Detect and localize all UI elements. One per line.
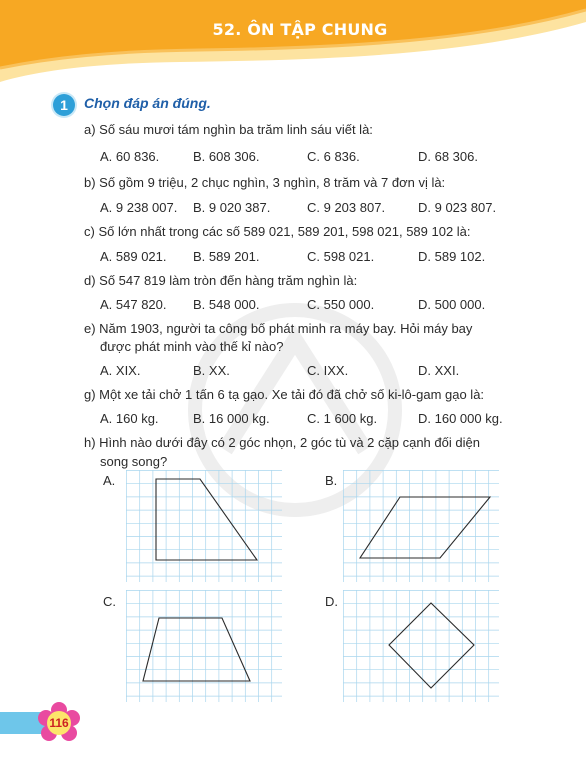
question-e: e) Năm 1903, người ta công bố phát minh ra máy bay. Hỏi máy bay (84, 321, 473, 336)
option-e-A[interactable]: A. XIX. (100, 363, 141, 378)
exercise-number-badge: 1 (53, 94, 75, 116)
figure-b-grid (343, 470, 499, 582)
header-banner (0, 0, 586, 110)
option-b-B[interactable]: B. 9 020 387. (193, 200, 271, 215)
option-c-D[interactable]: D. 589 102. (418, 249, 486, 264)
figure-label-c[interactable]: C. (103, 594, 116, 609)
option-e-B[interactable]: B. XX. (193, 363, 230, 378)
figure-c-grid (126, 590, 282, 702)
exercise-title: Chọn đáp án đúng. (84, 95, 211, 111)
page-number: 116 (49, 716, 69, 730)
figure-a-shape (156, 479, 257, 560)
question-h: h) Hình nào dưới đây có 2 góc nhọn, 2 góc tù và 2 cặp cạnh đối diện (84, 435, 480, 450)
figure-d-grid (343, 590, 499, 702)
figure-b-shape (360, 497, 490, 558)
option-e-D[interactable]: D. XXI. (418, 363, 460, 378)
question-g: g) Một xe tải chở 1 tấn 6 tạ gạo. Xe tải đó đã chở số ki-lô-gam gạo là: (84, 387, 485, 402)
option-g-A[interactable]: A. 160 kg. (100, 411, 159, 426)
figure-label-a[interactable]: A. (103, 473, 116, 488)
option-g-B[interactable]: B. 16 000 kg. (193, 411, 270, 426)
question-d: d) Số 547 819 làm tròn đến hàng trăm nghìn là: (84, 273, 358, 288)
option-g-C[interactable]: C. 1 600 kg. (307, 411, 378, 426)
question-h-line2: song song? (100, 454, 168, 469)
option-d-C[interactable]: C. 550 000. (307, 297, 375, 312)
question-b: b) Số gồm 9 triệu, 2 chục nghìn, 3 nghìn, 8 trăm và 7 đơn vị là: (84, 175, 446, 190)
option-a-B[interactable]: B. 608 306. (193, 149, 260, 164)
option-b-A[interactable]: A. 9 238 007. (100, 200, 178, 215)
question-e-line2: được phát minh vào thế kỉ nào? (100, 339, 284, 354)
option-c-A[interactable]: A. 589 021. (100, 249, 167, 264)
figure-c-shape (143, 618, 250, 681)
option-c-B[interactable]: B. 589 201. (193, 249, 260, 264)
option-b-C[interactable]: C. 9 203 807. (307, 200, 386, 215)
option-b-D[interactable]: D. 9 023 807. (418, 200, 497, 215)
question-c: c) Số lớn nhất trong các số 589 021, 589 201, 598 021, 589 102 là: (84, 224, 471, 239)
option-d-A[interactable]: A. 547 820. (100, 297, 167, 312)
option-c-C[interactable]: C. 598 021. (307, 249, 375, 264)
figure-label-b[interactable]: B. (325, 473, 338, 488)
option-d-D[interactable]: D. 500 000. (418, 297, 486, 312)
figure-a-grid (126, 470, 282, 582)
option-a-D[interactable]: D. 68 306. (418, 149, 478, 164)
figure-d-shape (389, 603, 474, 688)
option-a-A[interactable]: A. 60 836. (100, 149, 160, 164)
option-g-D[interactable]: D. 160 000 kg. (418, 411, 503, 426)
page-title: 52. ÔN TẬP CHUNG (212, 20, 388, 39)
figure-label-d[interactable]: D. (325, 594, 338, 609)
option-a-C[interactable]: C. 6 836. (307, 149, 360, 164)
option-e-C[interactable]: C. IXX. (307, 363, 349, 378)
option-d-B[interactable]: B. 548 000. (193, 297, 260, 312)
question-a: a) Số sáu mươi tám nghìn ba trăm linh sáu viết là: (84, 122, 373, 137)
